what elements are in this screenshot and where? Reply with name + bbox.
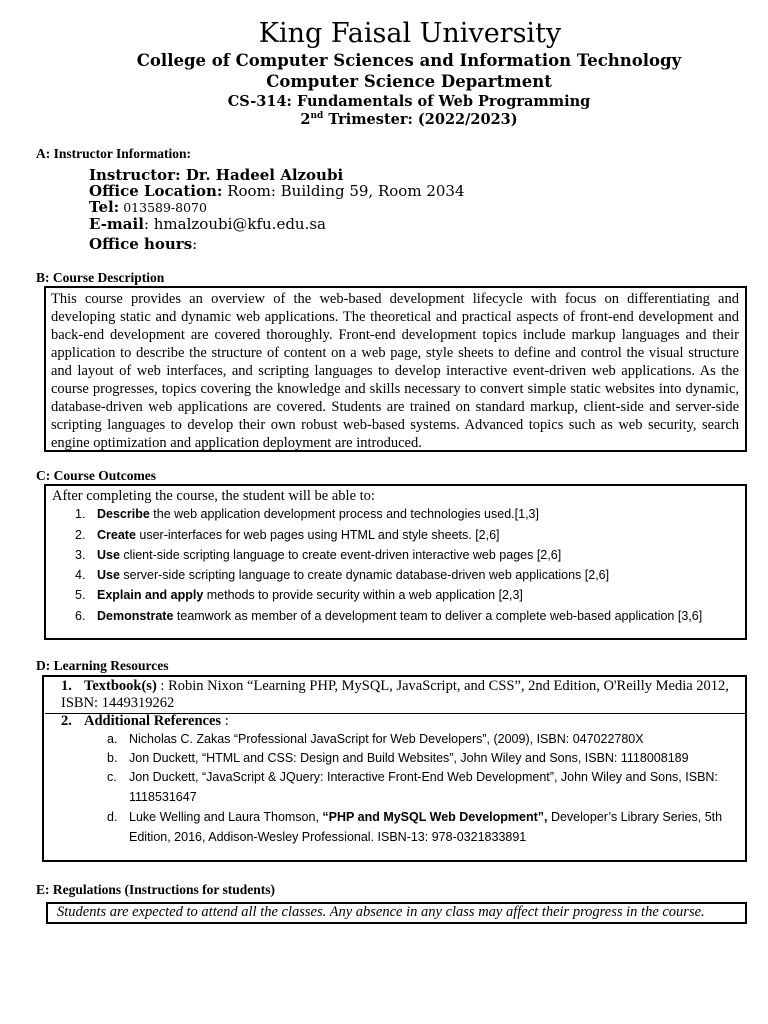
outcome-item (75, 587, 523, 603)
email (89, 215, 326, 233)
outcomes-intro: After completing the course, the student will be able to: (52, 488, 375, 504)
ref-letter: b. (107, 751, 118, 765)
office-value: Room: Building 59, Room 2034 (222, 182, 465, 200)
course-title: CS-314: Fundamentals of Web Programming (227, 93, 591, 110)
reference-item (107, 807, 722, 827)
additional-refs-row (61, 713, 229, 730)
trimester-rest: Trimester: (2022/2023) (323, 111, 518, 128)
email-label: E-mail (89, 215, 144, 233)
outcome-number: 1. (75, 507, 86, 521)
outcome-number: 3. (75, 548, 86, 562)
office-hours (89, 235, 197, 253)
outcome-item (75, 527, 500, 543)
refs-number: 2. (61, 713, 72, 729)
section-b-title: B: Course Description (36, 270, 165, 285)
reference-continuation: 1118531647 (129, 790, 197, 804)
email-value[interactable]: : hmalzoubi@kfu.edu.sa (143, 215, 326, 233)
outcome-verb: Use (97, 548, 120, 562)
textbook-value: : Robin Nixon “Learning PHP, MySQL, JavaScript, and CSS”, 2nd Edition, O'Reilly Media 2012, ISBN: 1449319262 (61, 678, 729, 711)
reference-continuation: Edition, 2016, Addison-Wesley Professional. ISBN-13: 978-0321833891 (129, 830, 527, 844)
outcome-item (75, 506, 539, 522)
refs-label: Additional References (84, 713, 222, 729)
outcome-text: user-interfaces for web pages using HTML and style sheets. [2,6] (135, 528, 500, 542)
university-title: King Faisal University (258, 18, 562, 49)
refs-colon: : (221, 713, 229, 729)
ref-text: Nicholas C. Zakas “Professional JavaScript for Web Developers”, (2009), ISBN: 047022780X (129, 732, 644, 746)
tel-label: Tel: (89, 198, 120, 216)
department-title: Computer Science Department (266, 72, 552, 91)
outcome-verb: Create (97, 528, 136, 542)
ref-text-c: Developer’s Library Series, 5th (547, 810, 723, 824)
outcome-text: teamwork as member of a development team to deliver a complete web-based application [3,6] (173, 609, 703, 623)
regulations-box (46, 902, 747, 924)
office-label: Office Location: (89, 182, 223, 200)
outcome-verb: Explain and apply (97, 588, 204, 602)
trimester-number: 2 (300, 111, 311, 128)
instructor-name-label: Instructor: Dr. Hadeel Alzoubi (89, 166, 344, 184)
ref-text-a: Luke Welling and Laura Thomson, (129, 810, 323, 824)
regulations-text: Students are expected to attend all the classes. Any absence in any class may affect their progress in the course. (57, 904, 705, 920)
textbook-row (61, 678, 751, 712)
office-hours-colon: : (192, 235, 198, 253)
section-a-title: A: Instructor Information: (36, 146, 191, 161)
reference-item (107, 748, 689, 768)
description-box (44, 286, 747, 452)
reference-item (107, 729, 644, 749)
tel-value: 013589-8070 (119, 200, 207, 215)
outcome-text: the web application development process and technologies used.[1,3] (149, 507, 539, 521)
ref-text: Jon Duckett, “JavaScript & JQuery: Interactive Front-End Web Development”, John Wiley and Sons, ISBN: (129, 770, 718, 784)
college-title: College of Computer Sciences and Information Technology (136, 51, 682, 70)
outcome-number: 2. (75, 528, 86, 542)
outcome-text: server-side scripting language to create dynamic database-driven web applications [2,6] (119, 568, 610, 582)
textbook-number: 1. (61, 678, 72, 694)
outcome-text: client-side scripting language to create event-driven interactive web pages [2,6] (119, 548, 562, 562)
section-c-title: C: Course Outcomes (36, 468, 156, 483)
outcome-item (75, 547, 561, 563)
outcome-verb: Use (97, 568, 120, 582)
ref-letter: c. (107, 770, 117, 784)
outcome-item (75, 608, 702, 624)
ref-book-title: “PHP and MySQL Web Development”, (322, 810, 548, 824)
office-hours-label: Office hours (89, 235, 193, 253)
outcome-number: 6. (75, 609, 86, 623)
trimester-suffix: nd (310, 111, 324, 121)
ref-letter: a. (107, 732, 118, 746)
outcome-item (75, 567, 609, 583)
outcome-number: 5. (75, 588, 86, 602)
reference-item (107, 767, 718, 787)
course-description: This course provides an overview of the web-based development lifecycle with focus on differentiating and developing static and dynamic web applications. The theoretical and practical aspects of front-end development and back-end development are covered thoroughly. Front-end development topics include markup languages and their application to describe the structure of content on a web page, style sheets to define and control the visual structure and layout of web interfaces, and scripting languages to develop interactive event-driven web applications. As the course progresses, topics covering the knowledge and skills necessary to convert simple static websites into dynamic, database-driven web applications are covered. Students are trained on standard markup, client-side and server-side scripting languages to develop their own robust web-based systems. Advanced topics such as web security, search engine optimization and application deployment are introduced. (51, 291, 739, 451)
outcome-verb: Describe (97, 507, 150, 521)
outcome-text: methods to provide security within a web application [2,3] (203, 588, 523, 602)
outcome-verb: Demonstrate (97, 609, 174, 623)
trimester-title (0, 110, 768, 130)
section-e-title: E: Regulations (Instructions for students) (36, 882, 276, 897)
ref-text: Jon Duckett, “HTML and CSS: Design and Build Websites”, John Wiley and Sons, ISBN: 1118008189 (129, 751, 689, 765)
section-d-title: D: Learning Resources (36, 658, 169, 673)
textbook-label: Textbook(s) (84, 678, 157, 694)
outcome-number: 4. (75, 568, 86, 582)
ref-letter: d. (107, 810, 118, 824)
